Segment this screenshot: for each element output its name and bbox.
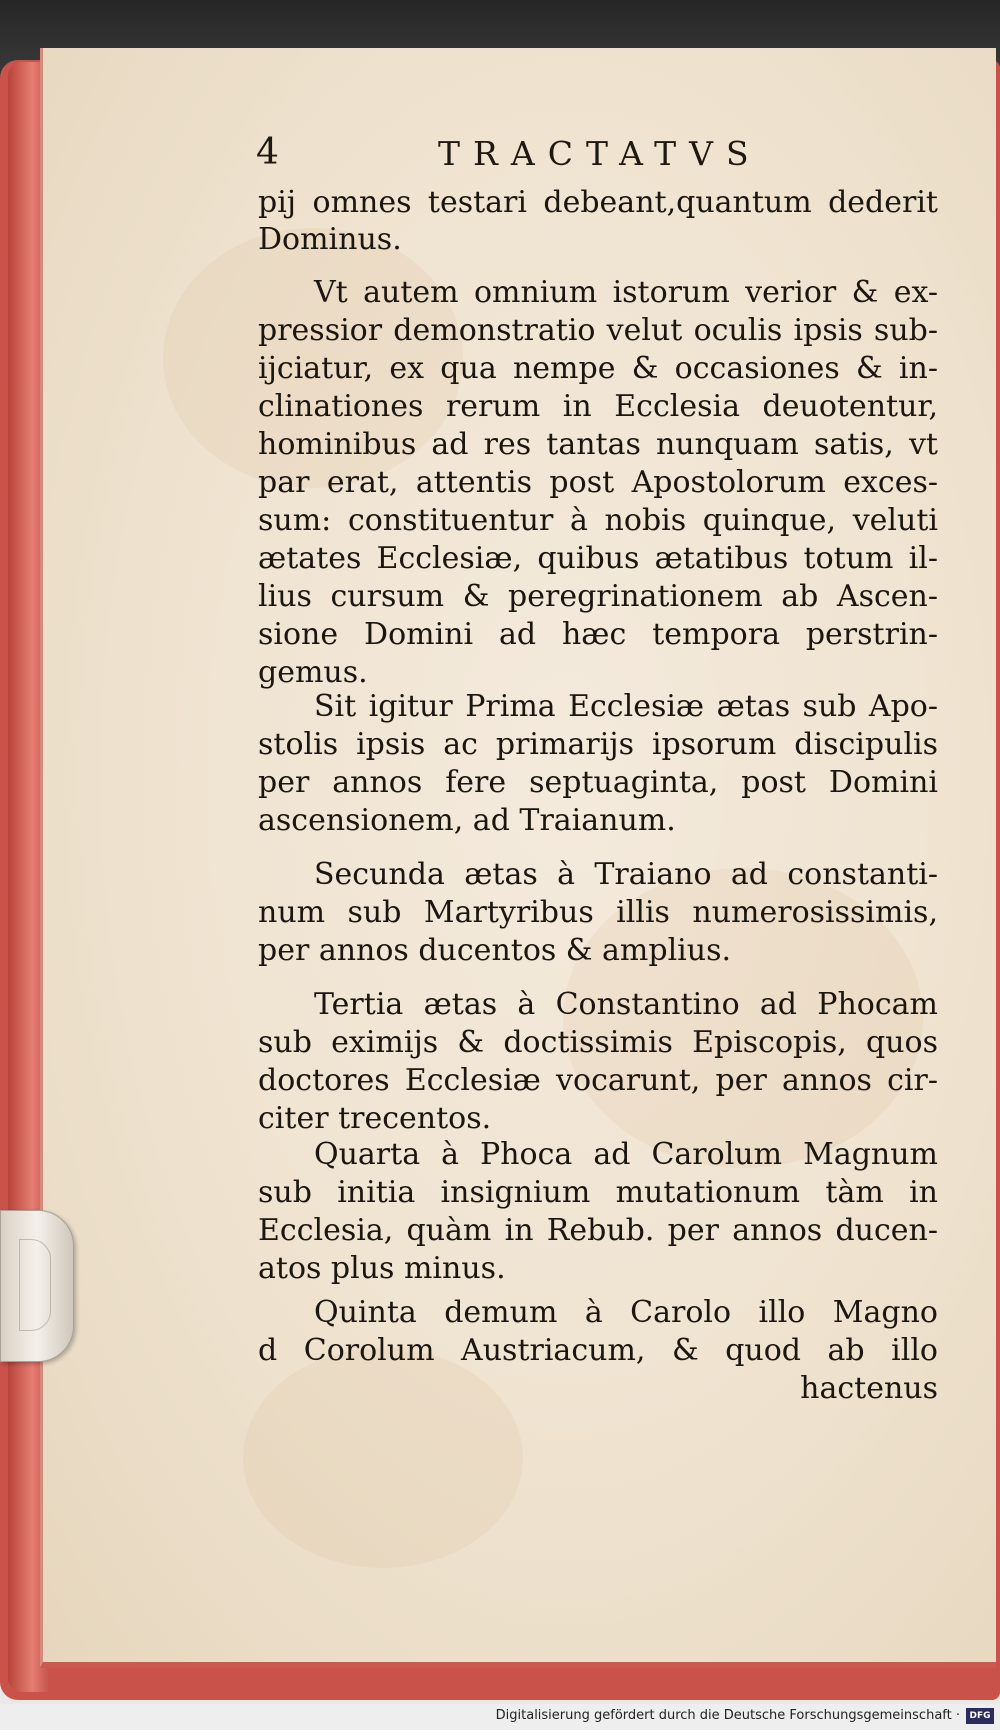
- text-line: Ecclesia, quàm in Rebub. per annos ducen-: [258, 1213, 938, 1248]
- text-line: pij omnes testari debeant,quantum dederit: [258, 185, 938, 220]
- running-title: TRACTATVS: [438, 134, 762, 173]
- text-line: Dominus.: [258, 222, 402, 257]
- text-line: hominibus ad res tantas nunquam satis, vt: [258, 427, 938, 462]
- page-number: 4: [256, 132, 279, 173]
- text-line: citer trecentos.: [258, 1101, 492, 1136]
- text-line: ætates Ecclesiæ, quibus ætatibus totum il-: [258, 541, 938, 576]
- text-line: sub initia insignium mutationum tàm in: [258, 1175, 938, 1210]
- text-line: pressior demonstratio velut oculis ipsis sub-: [258, 313, 938, 348]
- text-line: sub eximijs & doctissimis Episcopis, quos: [258, 1025, 938, 1060]
- text-line: atos plus minus.: [258, 1251, 506, 1286]
- text-line: Quinta demum à Carolo illo Magno: [314, 1295, 938, 1330]
- text-line: num sub Martyribus illis numerosissimis,: [258, 895, 938, 930]
- text-line: par erat, attentis post Apostolorum exces-: [258, 465, 938, 500]
- dfg-logo: DFG: [966, 1708, 994, 1724]
- text-line: lius cursum & peregrinationem ab Ascen-: [258, 579, 938, 614]
- text-line: d Corolum Austriacum, & quod ab illo: [258, 1333, 938, 1368]
- text-line: Sit igitur Prima Ecclesiæ ætas sub Apo-: [314, 689, 938, 724]
- text-line: gemus.: [258, 655, 368, 690]
- text-line: clinationes rerum in Ecclesia deuotentur,: [258, 389, 938, 424]
- catchword: hactenus: [800, 1371, 938, 1406]
- text-line: Tertia ætas à Constantino ad Phocam: [314, 987, 938, 1022]
- text-line: Vt autem omnium istorum verior & ex-: [314, 275, 938, 310]
- text-line: per annos fere septuaginta, post Domini: [258, 765, 938, 800]
- text-line: Secunda ætas à Traiano ad constanti-: [314, 857, 938, 892]
- running-head: [256, 132, 946, 178]
- text-line: doctores Ecclesiæ vocarunt, per annos cir-: [258, 1063, 938, 1098]
- bookmark-tab: [0, 1210, 74, 1362]
- text-line: Quarta à Phoca ad Carolum Magnum: [314, 1137, 938, 1172]
- text-line: sione Domini ad hæc tempora perstrin-: [258, 617, 938, 652]
- footer-bar: [0, 1704, 1000, 1730]
- text-line: ijciatur, ex qua nempe & occasiones & in-: [258, 351, 938, 386]
- text-line: sum: constituentur à nobis quinque, veluti: [258, 503, 938, 538]
- text-line: per annos ducentos & amplius.: [258, 933, 732, 968]
- text-line: stolis ipsis ac primarijs ipsorum discipulis: [258, 727, 938, 762]
- text-line: ascensionem, ad Traianum.: [258, 803, 676, 838]
- footer-credit: Digitalisierung gefördert durch die Deutsche Forschungsgemeinschaft ·: [495, 1708, 960, 1723]
